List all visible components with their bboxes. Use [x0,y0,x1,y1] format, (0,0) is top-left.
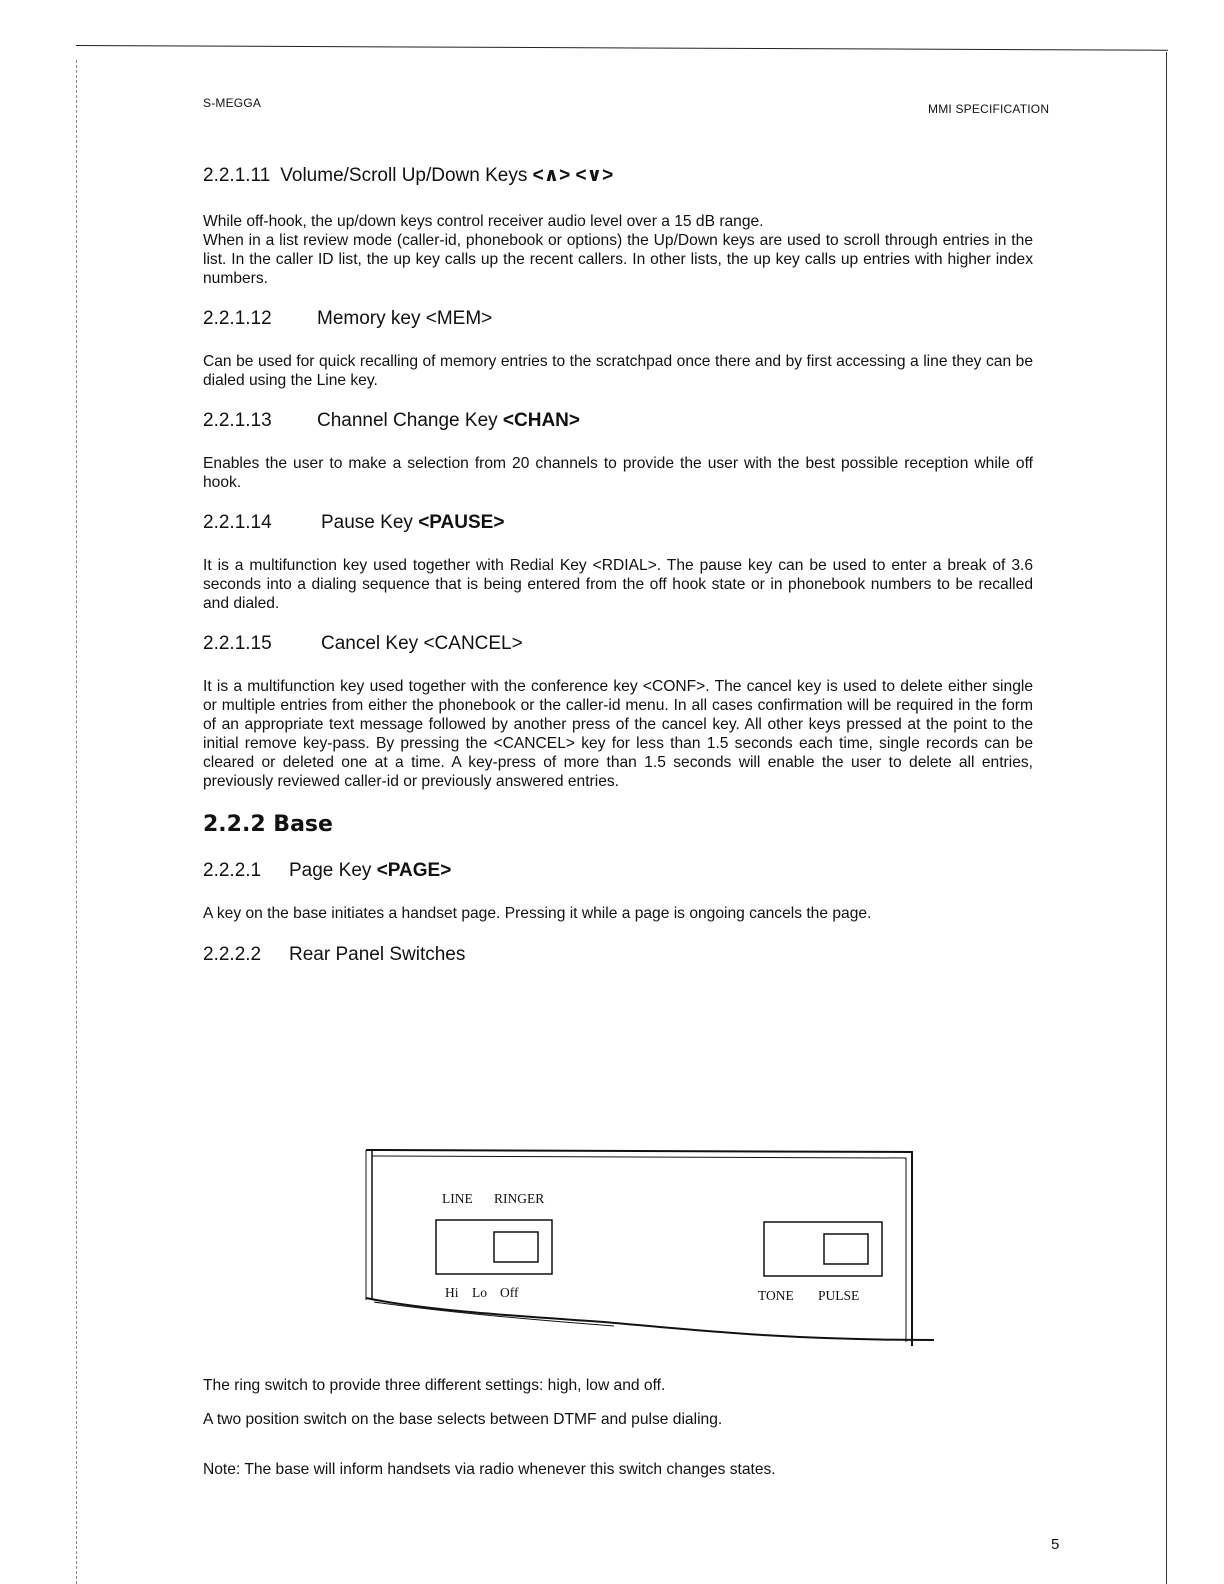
rear-panel-diagram [364,1144,936,1354]
section-title: Cancel Key [321,633,419,654]
section-key: <CHAN> [502,410,580,431]
label-tone: TONE [758,1288,794,1303]
section-title: Page Key [289,860,372,881]
section-number: 2.2.1.13 [203,410,272,431]
section-title: Volume/Scroll Up/Down Keys [280,165,528,186]
section-title: Rear Panel Switches [289,944,466,965]
page-frame-top-line [76,45,1168,51]
section-2-2-1-12-heading [203,307,1033,331]
label-lo: Lo [472,1285,487,1300]
section-number: 2.2.1.11 [203,165,271,186]
label-line: LINE [442,1191,473,1206]
section-2-2-2-1-para: A key on the base initiates a handset page. Pressing it while a page is ongoing cancels the page. [203,905,872,922]
section-number: 2.2.1.15 [203,633,272,654]
ringer-switch-slider [494,1232,538,1262]
section-title: Pause Key [321,512,413,533]
section-2-2-1-13-heading [203,409,1033,433]
note-caption: Note: The base will inform handsets via radio whenever this switch changes states. [203,1461,776,1478]
section-2-2-2-heading: 2.2.2 Base [203,812,333,837]
label-hi: Hi [445,1285,459,1300]
panel-bottom-edge [366,1298,934,1340]
page-frame-right-line [1166,52,1167,1584]
section-2-2-1-11-heading [203,164,1033,188]
section-number: 2.2.1.12 [203,308,272,329]
section-title: Channel Change Key [317,410,498,431]
section-number: 2.2.1.14 [203,512,272,533]
label-pulse: PULSE [818,1288,860,1303]
label-ringer: RINGER [494,1191,545,1206]
section-key: <PAGE> [376,860,452,881]
section-key: <∧> <∨> [532,165,614,186]
section-2-2-1-11-para-1: While off-hook, the up/down keys control receiver audio level over a 15 dB range. [203,213,764,230]
page-frame-left-line [76,60,77,1584]
label-off: Off [500,1285,519,1300]
panel-outline-outer [366,1150,912,1346]
page-number: 5 [1051,1536,1060,1553]
section-title: Memory key [317,308,421,329]
dial-mode-switch-housing [764,1222,882,1276]
section-number: 2.2.2.1 [203,860,262,881]
header-company: S-MEGGA [203,96,262,110]
header-document-type: MMI SPECIFICATION [928,102,1050,116]
section-key: <PAUSE> [418,512,505,533]
document-body [203,164,1033,967]
panel-outline-inner [372,1156,906,1342]
section-2-2-1-15-para: It is a multifunction key used together with the conference key <CONF>. The cancel key is used to delete either single or multiple entries from either the phonebook or the caller-id menu. In all cases confirmation will be required in the form of an appropriate text message followed by another press of the cancel key. All other keys pressed at the point to the initial remove key-pass. By pressing the <CANCEL> key for less than 1.5 seconds each time, single records can be cleared or deleted one at a time. A key-press of more than 1.5 seconds will enable the user to delete all entries, previously reviewed caller-id or previously answered entries. [203,678,1033,790]
section-2-2-1-11-para-2: When in a list review mode (caller-id, phonebook or options) the Up/Down keys are used to scroll through entries in the list. In the caller ID list, the up key calls up the recent callers. In other lists, the up key calls up entries with higher index numbers. [203,232,1033,287]
dial-mode-switch-slider [824,1234,868,1264]
section-2-2-2-2-heading [203,943,1033,967]
section-2-2-1-12-para: Can be used for quick recalling of memory entries to the scratchpad once there and by first accessing a line they can be dialed using the Line key. [203,353,1033,389]
two-position-caption: A two position switch on the base selects between DTMF and pulse dialing. [203,1411,723,1428]
section-2-2-2-1-heading [203,859,1033,883]
section-key: <CANCEL> [423,633,523,654]
section-2-2-1-14-para: It is a multifunction key used together with Redial Key <RDIAL>. The pause key can be used to enter a break of 3.6 seconds into a dialing sequence that is being entered from the off hook state or in phonebook numbers to be recalled and dialed. [203,557,1033,612]
section-key: <MEM> [425,308,493,329]
ring-switch-caption: The ring switch to provide three different settings: high, low and off. [203,1377,666,1394]
section-2-2-1-13-para: Enables the user to make a selection from 20 channels to provide the user with the best possible reception while off hook. [203,455,1033,491]
section-number: 2.2.2.2 [203,944,262,965]
section-2-2-1-15-heading [203,632,1033,656]
section-2-2-1-14-heading [203,511,1033,535]
